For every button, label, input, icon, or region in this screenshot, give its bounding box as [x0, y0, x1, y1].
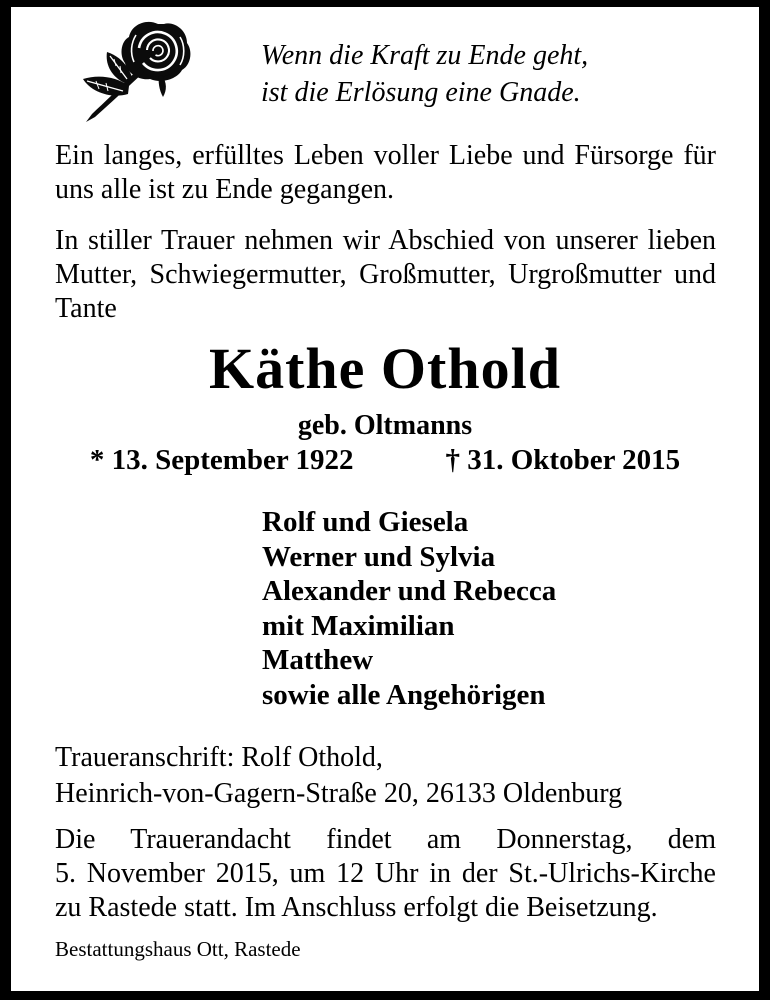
- life-dates: [11, 444, 759, 477]
- funeral-home: Bestattungshaus Ott, Rastede: [55, 937, 301, 961]
- intro-paragraph: Ein langes, erfülltes Leben voller Liebe und Fürsorge für uns alle ist zu Ende gegangen.: [55, 140, 716, 205]
- obituary-paper: [11, 7, 759, 991]
- mourning-address: [55, 740, 622, 812]
- family-line: Rolf und Giesela: [262, 506, 469, 538]
- memorial-quote-line2: ist die Erlösung eine Gnade.: [261, 77, 581, 108]
- family-line: sowie alle Angehörigen: [262, 678, 546, 711]
- maiden-name: geb. Oltmanns: [297, 410, 473, 441]
- family-line: Alexander und Rebecca: [262, 575, 557, 607]
- death-date: † 31. Oktober 2015: [445, 444, 681, 476]
- family-list: [262, 505, 556, 712]
- mourning-paragraph: In stiller Trauer nehmen wir Abschied von unserer lieben Mutter, Schwiegermutter, Großmutter, Urgroßmutter und Tante: [55, 225, 716, 324]
- family-line: Werner und Sylvia: [262, 540, 496, 573]
- rose-icon: [73, 15, 205, 127]
- family-line: Matthew: [262, 644, 374, 676]
- service-paragraph: Die Trauerandacht findet am Donnerstag, dem 5. November 2015, um 12 Uhr in der St.-Ulrichs-Kirche zu Rastede statt. Im Anschluss erfolgt die Beisetzung.: [55, 824, 716, 923]
- family-line: mit Maximilian: [262, 609, 455, 642]
- deceased-name: Käthe Othold: [209, 336, 561, 401]
- memorial-quote-line1: Wenn die Kraft zu Ende geht,: [261, 40, 589, 71]
- memorial-quote: [261, 37, 588, 111]
- birth-date: * 13. September 1922: [89, 444, 354, 476]
- mourning-address-line1: Traueranschrift: Rolf Othold,: [55, 742, 383, 773]
- mourning-address-line2: Heinrich-von-Gagern-Straße 20, 26133 Oldenburg: [55, 778, 623, 809]
